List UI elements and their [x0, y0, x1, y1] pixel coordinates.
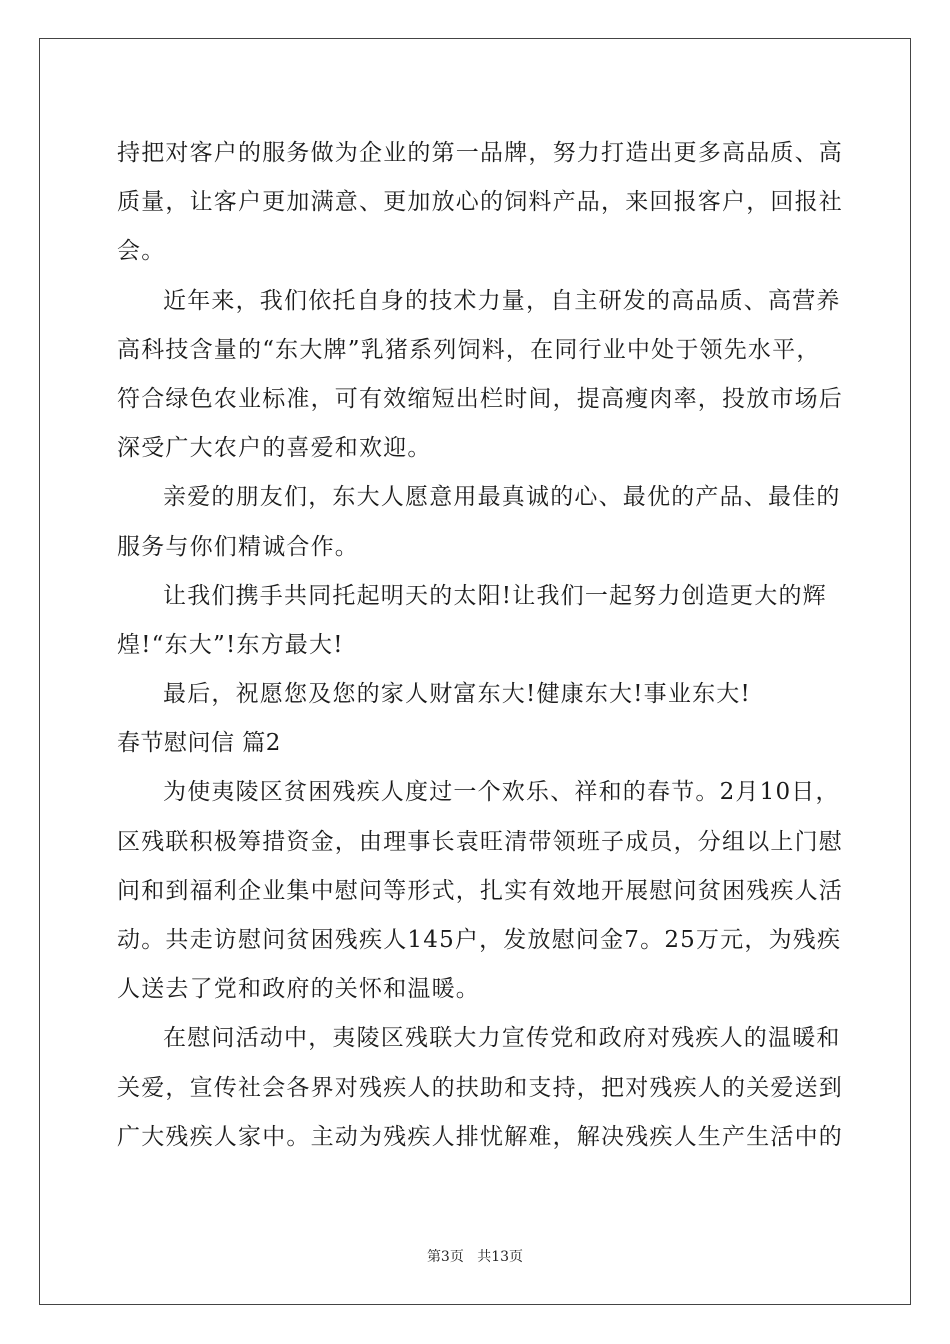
text-line: 关爱，宣传社会各界对残疾人的扶助和支持，把对残疾人的关爱送到	[117, 1074, 843, 1101]
text-line: 动。共走访慰问贫困残疾人145户，发放慰问金7。25万元，为残疾	[117, 927, 842, 953]
page-number: 第3页	[426, 1249, 464, 1265]
page-total: 共13页	[477, 1249, 524, 1265]
text-line: 质量，让客户更加满意、更加放心的饲料产品，来回报客户，回报社	[117, 189, 843, 216]
section-heading: 春节慰问信 篇2	[117, 730, 281, 757]
text-line: 符合绿色农业标准，可有效缩短出栏时间，提高瘦肉率，投放市场后	[117, 385, 843, 412]
text-line: 最后，祝愿您及您的家人财富东大!健康东大!事业东大!	[163, 681, 751, 708]
text-line: 近年来，我们依托自身的技术力量，自主研发的高品质、高营养	[163, 287, 841, 314]
text-line: 广大残疾人家中。主动为残疾人排忧解难，解决残疾人生产生活中的	[117, 1123, 843, 1150]
text-line: 问和到福利企业集中慰问等形式，扎实有效地开展慰问贫困残疾人活	[117, 877, 843, 904]
text-line: 高科技含量的“东大牌”乳猪系列饲料，在同行业中处于领先水平，	[117, 336, 821, 363]
text-line: 持把对客户的服务做为企业的第一品牌，努力打造出更多高品质、高	[117, 140, 843, 166]
text-line: 区残联积极筹措资金，由理事长袁旺清带领班子成员，分组以上门慰	[117, 828, 843, 855]
text-line: 让我们携手共同托起明天的太阳!让我们一起努力创造更大的辉	[163, 582, 827, 609]
text-line: 服务与你们精诚合作。	[117, 533, 359, 560]
text-line: 会。	[117, 238, 166, 265]
text-line: 在慰问活动中，夷陵区残联大力宣传党和政府对残疾人的温暖和	[163, 1025, 841, 1052]
page-footer	[0, 1246, 950, 1266]
document-body	[117, 129, 843, 1162]
text-line: 深受广大农户的喜爱和欢迎。	[117, 435, 432, 462]
text-line: 亲爱的朋友们，东大人愿意用最真诚的心、最优的产品、最佳的	[163, 484, 841, 511]
text-line: 人送去了党和政府的关怀和温暖。	[117, 976, 480, 1003]
text-line: 煌!“东大”!东方最大!	[117, 631, 344, 658]
text-line: 为使夷陵区贫困残疾人度过一个欢乐、祥和的春节。2月10日，	[163, 779, 840, 806]
